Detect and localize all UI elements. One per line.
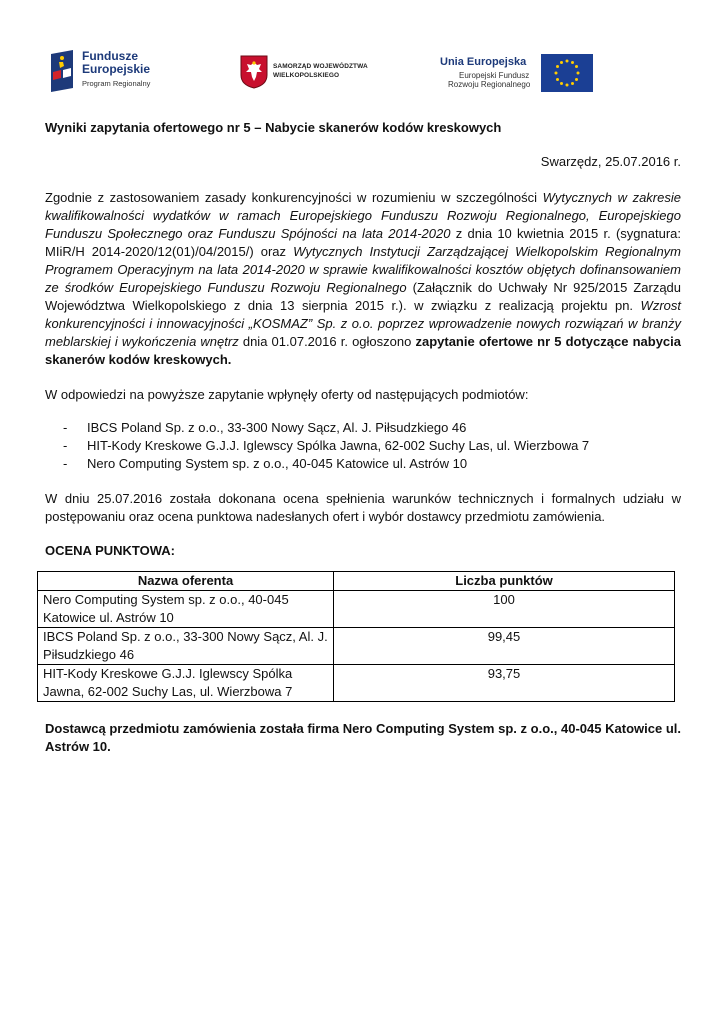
fundusze-europejskie-mark-icon — [47, 48, 77, 94]
bidder-name: IBCS Poland Sp. z o.o., 33-300 Nowy Sącz, Al. J. Piłsudzkiego 46 — [38, 628, 334, 665]
score-heading: OCENA PUNKTOWA: — [45, 543, 175, 558]
fundusze-europejskie-logo — [47, 46, 167, 96]
bidder-points: 100 — [334, 591, 675, 628]
bidder-name: HIT-Kody Kreskowe G.J.J. Iglewscy Spólka Jawna, 62-002 Suchy Las, ul. Wierzbowa 7 — [38, 665, 334, 702]
selected-supplier: Dostawcą przedmiotu zamówienia została firma Nero Computing System sp. z o.o., 40-045 Katowice ul. Astrów 10. — [45, 721, 681, 754]
list-item: - Nero Computing System sp. z o.o., 40-045 Katowice ul. Astrów 10 — [45, 455, 681, 473]
table-row — [38, 665, 675, 702]
ue-line3: Rozwoju Regionalnego — [448, 80, 531, 89]
list-item: - IBCS Poland Sp. z o.o., 33-300 Nowy Sącz, Al. J. Piłsudzkiego 46 — [45, 419, 681, 437]
column-header-points: Liczba punktów — [334, 572, 675, 591]
para-text-2: z dnia 10 kwietnia 2015 r. (sygnatura: MIiR/H 2014-2020/12(01)/04/2015/) oraz — [45, 226, 681, 259]
eu-flag-icon — [541, 54, 593, 92]
para-text-4: dnia 01.07.2016 r. ogłoszono — [238, 334, 416, 349]
ue-line1: Unia Europejska — [440, 56, 527, 68]
fundusze-line2: Europejskie — [82, 62, 151, 76]
bidder-name: Nero Computing System sp. z o.o., 40-045 Katowice ul. Astrów 10 — [38, 591, 334, 628]
samorzad-line2: WIELKOPOLSKIEGO — [273, 72, 340, 79]
table-row — [38, 628, 675, 665]
unia-europejska-logo — [440, 52, 600, 98]
eagle-crest-icon — [240, 55, 268, 89]
list-item: - HIT-Kody Kreskowe G.J.J. Iglewscy Spólka Jawna, 62-002 Suchy Las, ul. Wierzbowa 7 — [45, 437, 681, 455]
offers-list — [45, 419, 681, 473]
para-italic-2: Wytycznych Instytucji Zarządzającej Wielkopolskim Regionalnym Programem Operacyjnym na lata 2014-2020 w sprawie kwalifikowalności kosztów objętych dofinansowaniem ze środków Europejskiego Funduszu Rozwoju Regionalnego — [45, 244, 681, 295]
offers-intro: W odpowiedzi na powyższe zapytanie wpłynęły oferty od następujących podmiotów: — [45, 387, 529, 402]
fundusze-line1: Fundusze — [82, 49, 138, 63]
para-italic-1: Wytycznych w zakresie kwalifikowalności wydatków w ramach Europejskiego Funduszu Rozwoju Regionalnego, Europejskiego Funduszu Społecznego oraz Funduszu Spójności na lata 2014-2020 — [45, 190, 681, 241]
samorzad-line1: SAMORZĄD WOJEWÓDZTWA — [273, 63, 368, 70]
table-header-row — [38, 572, 675, 591]
evaluation-paragraph: W dniu 25.07.2016 została dokonana ocena spełnienia warunków technicznych i formalnych udziału w postępowaniu oraz ocena punktowa nadesłanych ofert i wybór dostawcy przedmiotu zamówienia. — [45, 491, 681, 524]
ue-line2: Europejski Fundusz — [459, 71, 530, 80]
para-text-3: (Załącznik do Uchwały Nr 925/2015 Zarządu Województwa Wielkopolskiego z dnia 13 sierpnia 2015 r.). w związku z realizacją projektu pn. — [45, 280, 682, 313]
para-text-1: Zgodnie z zastosowaniem zasady konkurencyjności w rozumieniu w szczególności — [45, 190, 543, 205]
column-header-name: Nazwa oferenta — [38, 572, 334, 591]
place-date: Swarzędz, 25.07.2016 r. — [540, 154, 681, 169]
table-row — [38, 591, 675, 628]
document-body — [45, 119, 681, 756]
para-bold-1: zapytanie ofertowe nr 5 dotyczące nabycia skanerów kodów kreskowych. — [45, 334, 681, 367]
header-logos — [0, 0, 725, 110]
document-title: Wyniki zapytania ofertowego nr 5 – Nabycie skanerów kodów kreskowych — [45, 120, 502, 135]
legal-basis-paragraph — [45, 189, 681, 369]
bidder-points: 93,75 — [334, 665, 675, 702]
scores-table — [37, 571, 675, 702]
para-italic-3: Wzrost konkurencyjności i innowacyjności „KOSMAZ” Sp. z o.o. poprzez wprowadzenie nowych rozwiązań w branży meblarskiej i wykończenia wnętrz — [45, 298, 681, 349]
fundusze-line3: Program Regionalny — [82, 79, 151, 88]
bidder-points: 99,45 — [334, 628, 675, 665]
samorzad-wojewodztwa-logo — [240, 55, 368, 95]
